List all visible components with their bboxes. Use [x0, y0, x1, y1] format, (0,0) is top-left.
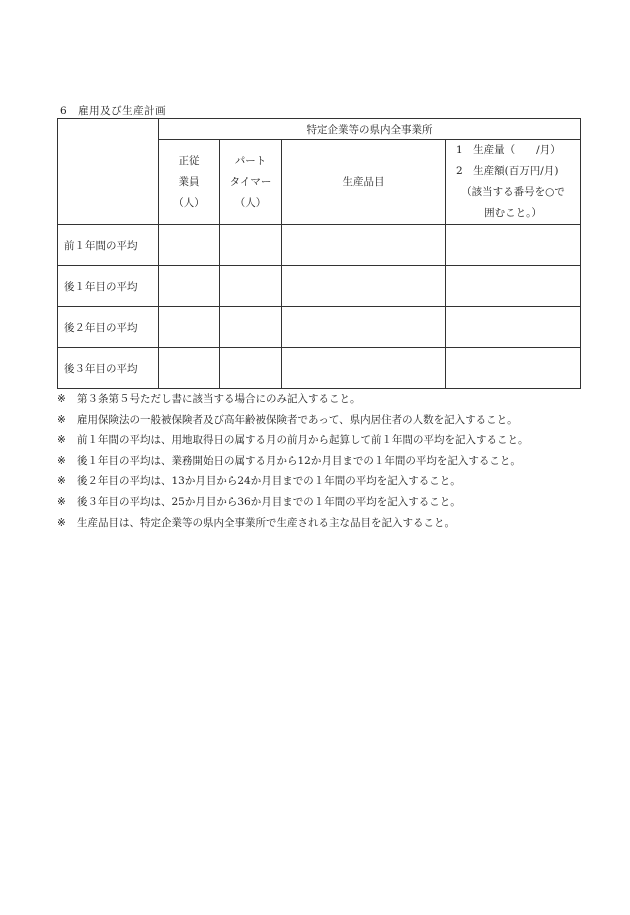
note-mark: ※ [57, 393, 66, 405]
employees-cell [159, 348, 220, 389]
header-employees-line: （人） [173, 196, 205, 209]
products-cell [282, 225, 446, 266]
note-item [57, 471, 529, 492]
header-products: 生産品目 [282, 140, 446, 225]
note-mark: ※ [57, 516, 66, 529]
note-mark: ※ [57, 495, 66, 508]
note-text: 後１年目の平均は、業務開始日の属する月から12か月目までの１年間の平均を記入すること。 [77, 454, 521, 467]
row-label: 前１年間の平均 [58, 225, 159, 266]
note-mark: ※ [57, 434, 66, 447]
output-cell [446, 307, 581, 348]
group-header: 特定企業等の県内全事業所 [159, 119, 581, 140]
note-text: 雇用保険法の一般被保険者及び高年齢被保険者であって、県内居住者の人数を記入すること。 [77, 413, 518, 426]
output-option-1: 1 生産量（ /月） [456, 144, 561, 156]
header-parttimers [220, 140, 282, 225]
note-text: 後３年目の平均は、25か月目から36か月目までの１年間の平均を記入すること。 [77, 495, 461, 508]
section-title: 6 雇用及び生産計画 [60, 105, 167, 117]
table-row [58, 348, 581, 389]
note-text: 後２年目の平均は、13か月目から24か月目までの１年間の平均を記入すること。 [77, 475, 461, 488]
table-row [58, 266, 581, 307]
parttimers-cell [220, 266, 282, 307]
header-parttimers-line: パート [234, 154, 267, 167]
parttimers-cell [220, 225, 282, 266]
output-instruction-2: 囲むこと。） [484, 207, 542, 219]
table-row [58, 225, 581, 266]
table-row [58, 307, 581, 348]
employees-cell [159, 307, 220, 348]
employees-cell [159, 225, 220, 266]
note-item [57, 451, 529, 472]
note-item [57, 513, 529, 534]
note-item [57, 389, 529, 410]
note-text: 前１年間の平均は、用地取得日の属する月の前月から起算して前１年間の平均を記入すること。 [77, 434, 529, 447]
output-instruction-1: （該当する番号を○で [461, 186, 565, 198]
row-label: 後１年目の平均 [58, 266, 159, 307]
header-employees-line: 業員 [178, 175, 200, 188]
output-cell [446, 225, 581, 266]
note-mark: ※ [57, 454, 66, 467]
note-text: 第３条第５号ただし書に該当する場合にのみ記入すること。 [77, 393, 361, 405]
note-item [57, 410, 529, 431]
output-cell [446, 266, 581, 307]
products-cell [282, 266, 446, 307]
output-option-2: 2 生産額(百万円/月) [456, 165, 559, 177]
parttimers-cell [220, 348, 282, 389]
products-cell [282, 307, 446, 348]
corner-cell [58, 119, 159, 225]
note-mark: ※ [57, 413, 66, 426]
header-employees-line: 正従 [178, 154, 200, 167]
note-mark: ※ [57, 475, 66, 488]
products-cell [282, 348, 446, 389]
note-item [57, 430, 529, 451]
employment-production-table [57, 118, 581, 389]
header-parttimers-line: （人） [234, 196, 267, 209]
row-label: 後３年目の平均 [58, 348, 159, 389]
header-employees [159, 140, 220, 225]
parttimers-cell [220, 307, 282, 348]
output-cell [446, 348, 581, 389]
header-parttimers-line: タイマー [229, 175, 272, 188]
header-output [446, 140, 581, 225]
notes-list [57, 389, 529, 533]
employees-cell [159, 266, 220, 307]
row-label: 後２年目の平均 [58, 307, 159, 348]
note-item [57, 492, 529, 513]
note-text: 生産品目は、特定企業等の県内全事業所で生産される主な品目を記入すること。 [77, 516, 455, 529]
